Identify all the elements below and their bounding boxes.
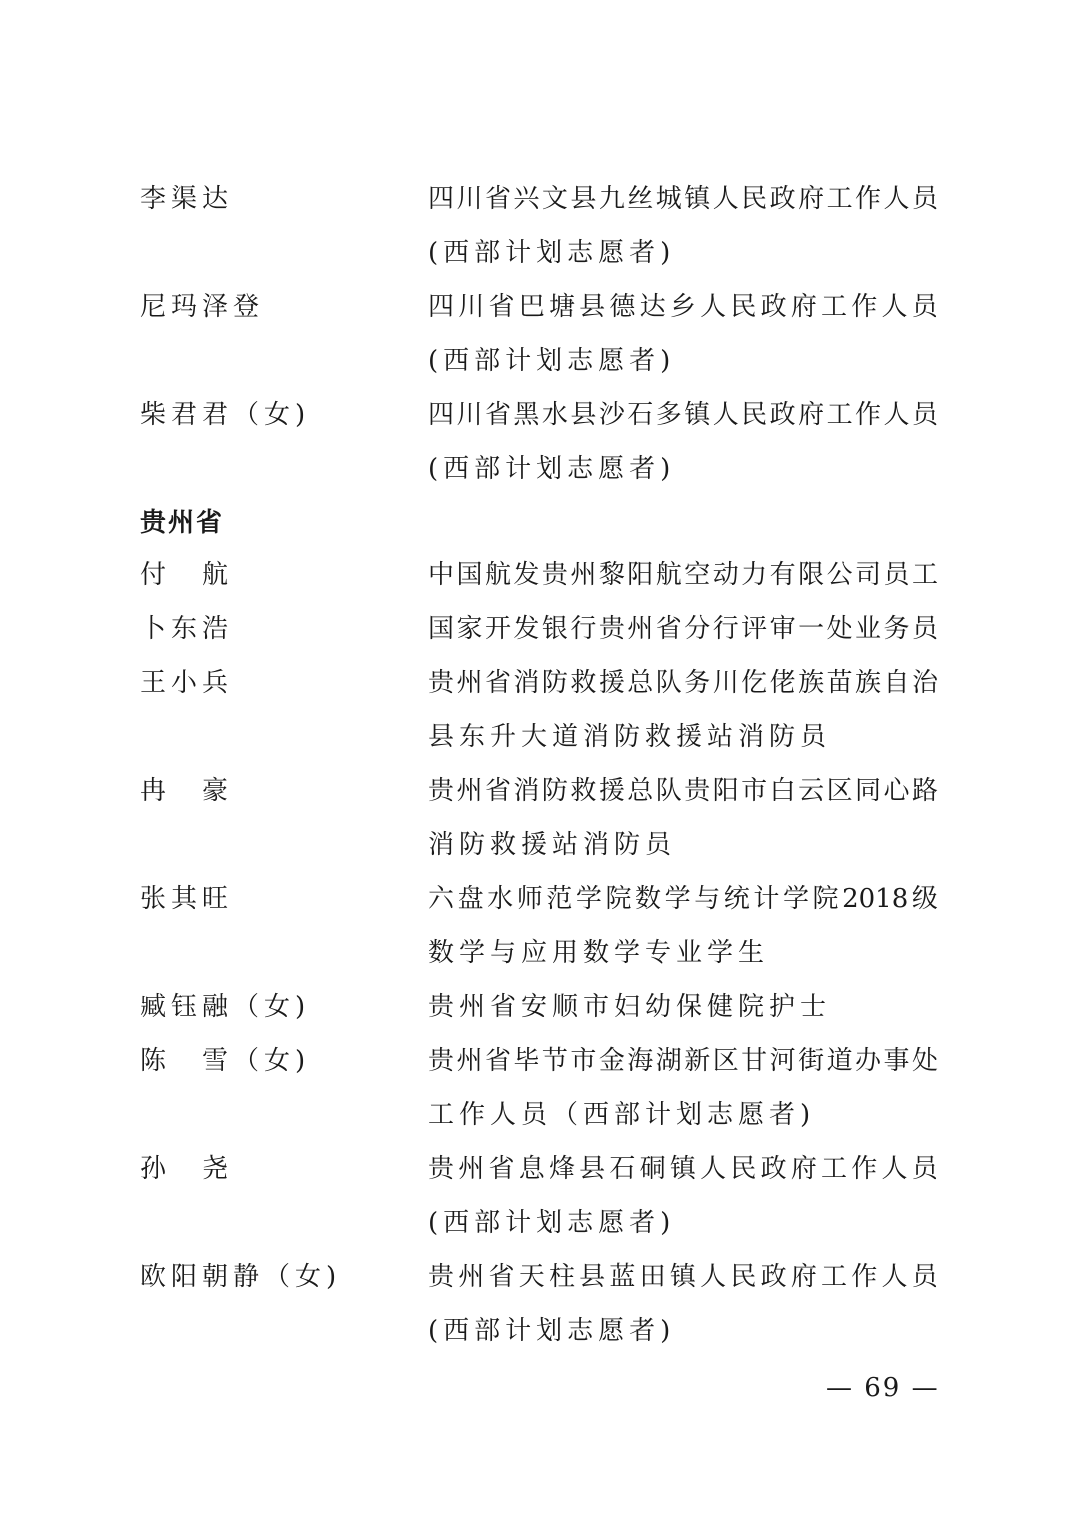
- person-description-line: (西部计划志愿者): [428, 238, 676, 268]
- page-number: — 69 —: [826, 1373, 940, 1403]
- person-name: 陈 雪（女): [140, 1046, 311, 1076]
- person-name: 李渠达: [140, 184, 234, 214]
- person-name: 尼玛泽登: [140, 292, 265, 322]
- person-description-line: 国 家 开 发 银 行 贵 州 省 分 行 评 审 一 处 业 务 员: [428, 614, 938, 644]
- person-description-line: 贵 州 省 消 防 救 援 总 队 务 川 仡 佬 族 苗 族 自 治: [428, 668, 938, 698]
- person-name: 孙 尧: [140, 1154, 234, 1184]
- person-name: 王小兵: [140, 668, 234, 698]
- person-description-line: 工作人员（西部计划志愿者): [428, 1100, 816, 1130]
- person-name: 冉 豪: [140, 776, 234, 806]
- person-description-line: 四 川 省 黑 水 县 沙 石 多 镇 人 民 政 府 工 作 人 员: [428, 400, 938, 430]
- person-description-line: 消防救援站消防员: [428, 830, 677, 860]
- person-description-line: 四 川 省 巴 塘 县 德 达 乡 人 民 政 府 工 作 人 员: [428, 292, 938, 322]
- person-name: 付 航: [140, 560, 234, 590]
- person-description-line: (西部计划志愿者): [428, 346, 676, 376]
- person-description-line: 数学与应用数学专业学生: [428, 938, 770, 968]
- person-name: 卜东浩: [140, 614, 234, 644]
- person-description-line: 四 川 省 兴 文 县 九 丝 城 镇 人 民 政 府 工 作 人 员: [428, 184, 938, 214]
- person-description-line: 贵州省安顺市妇幼保健院护士: [428, 992, 832, 1022]
- person-description-line: 贵 州 省 消 防 救 援 总 队 贵 阳 市 白 云 区 同 心 路: [428, 776, 938, 806]
- person-name: 臧钰融（女): [140, 992, 311, 1022]
- person-name: 柴君君（女): [140, 400, 311, 430]
- person-description-line: 六 盘 水 师 范 学 院 数 学 与 统 计 学 院 2018 级: [428, 884, 938, 914]
- person-name: 张其旺: [140, 884, 234, 914]
- person-description-line: 贵 州 省 天 柱 县 蓝 田 镇 人 民 政 府 工 作 人 员: [428, 1262, 938, 1292]
- person-description-line: 贵 州 省 息 烽 县 石 硐 镇 人 民 政 府 工 作 人 员: [428, 1154, 938, 1184]
- section-heading: 贵州省: [140, 508, 225, 538]
- person-description-line: 中 国 航 发 贵 州 黎 阳 航 空 动 力 有 限 公 司 员 工: [428, 560, 938, 590]
- person-description-line: 县东升大道消防救援站消防员: [428, 722, 832, 752]
- person-description-line: (西部计划志愿者): [428, 1316, 676, 1346]
- person-description-line: 贵 州 省 毕 节 市 金 海 湖 新 区 甘 河 街 道 办 事 处: [428, 1046, 938, 1076]
- person-name: 欧阳朝静（女): [140, 1262, 342, 1292]
- person-description-line: (西部计划志愿者): [428, 454, 676, 484]
- person-description-line: (西部计划志愿者): [428, 1208, 676, 1238]
